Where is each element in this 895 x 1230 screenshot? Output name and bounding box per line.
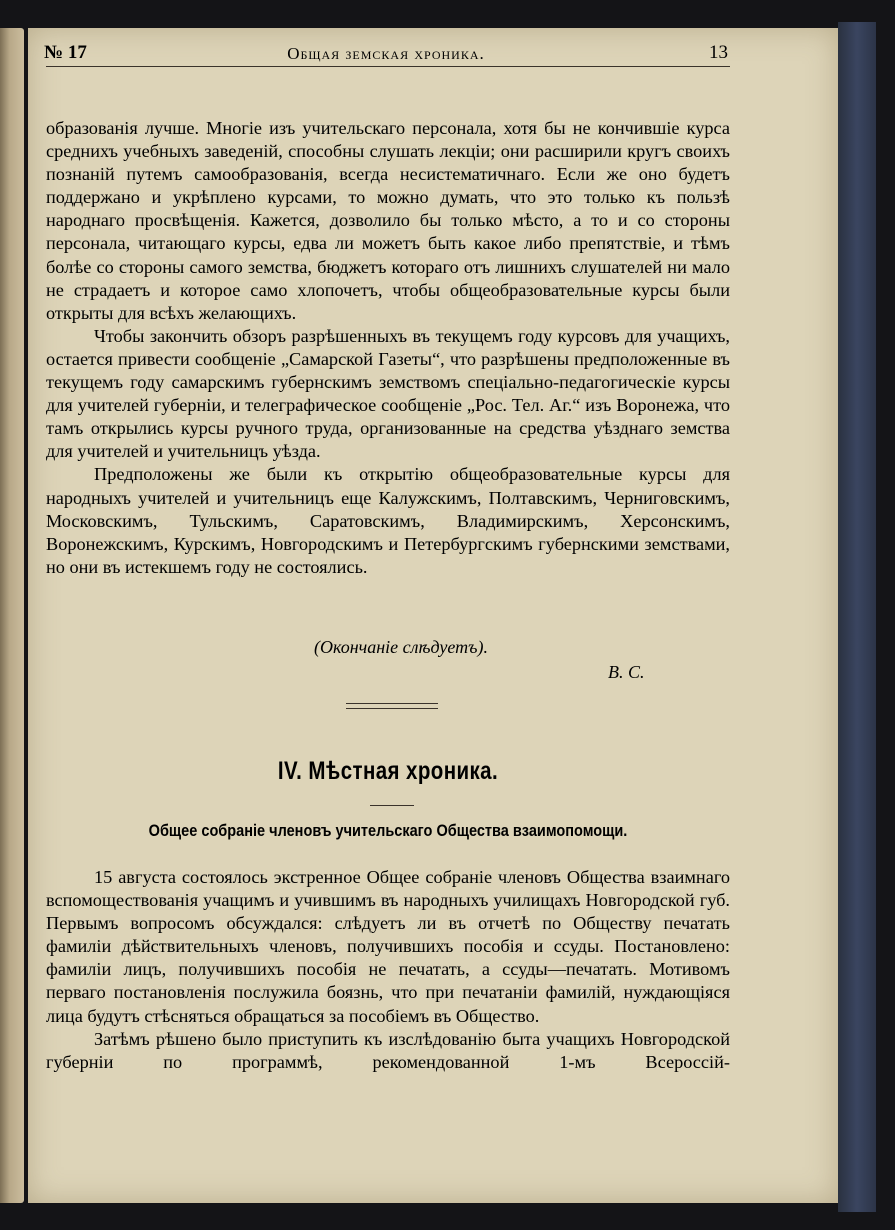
left-page-edge xyxy=(0,28,24,1203)
section-title: IV. Мѣстная хроника. xyxy=(277,757,499,785)
author-signature: В. С. xyxy=(608,662,645,682)
title-rule xyxy=(370,805,414,806)
continuation-note: (Окончаніе слѣдуетъ). xyxy=(314,637,488,657)
paragraph: Затѣмъ рѣшено было приступить къ изслѣдованію быта учащихъ Новгородской губерніи по программѣ, рекомендованной 1-мъ Всероссій- xyxy=(46,1028,730,1072)
paragraph: 15 августа состоялось экстренное Общее собраніе членовъ Общества взаимнаго вспомоществованія учащимъ и учившимъ въ народныхъ училищахъ Новгородской губ. Первымъ вопросомъ обсуждался: слѣдуетъ ли въ отчетѣ по Обществу печатать фамиліи дѣйствительныхъ членовъ, получившихъ пособія и ссуды. Постановлено: фамиліи лицъ, получившихъ пособія не печатать, а ссуды—печатать. Мотивомъ перваго постановленія послужила боязнь, что при печатаніи фамилій, нуждающіяся лица будутъ стѣсняться обращаться за пособіемъ въ Общество. xyxy=(46,867,730,1026)
section-divider xyxy=(346,703,438,709)
article-body xyxy=(46,866,730,1074)
issue-number: № 17 xyxy=(44,42,87,63)
paragraph: образованія лучше. Многіе изъ учительскаго персонала, хотя бы не кончившіе курса среднихъ учебныхъ заведеній, способны слушать лекціи; они расширили кругъ своихъ познаній путемъ самообразованія, всегда несистематичнаго. Если же оно будетъ поддержано и укрѣплено курсами, то можно думать, что это только къ пользѣ народнаго просвѣщенія. Кажется, дозволило бы только мѣсто, а то и со стороны персонала, читающаго курсы, едва ли можетъ быть какое либо препятствіе, и тѣмъ болѣе со стороны самого земства, бюджетъ котораго отъ лишнихъ слушателей ни мало не страдаетъ и которое само хлопочетъ, чтобы общеобразовательные курсы были открыты для всѣхъ желающихъ. xyxy=(46,118,730,323)
paragraph: Чтобы закончить обзоръ разрѣшенныхъ въ текущемъ году курсовъ для учащихъ, остается привести сообщеніе „Самарской Газеты“, что разрѣшены предположенные въ текущемъ году самарскимъ губернскимъ земствомъ спеціально-педагогическіе курсы для учителей губерніи, и телеграфическое сообщеніе „Рос. Тел. Аг.“ изъ Воронежа, что тамъ открылись курсы ручного труда, организованные на средства уѣзднаго земства для учителей и учительницъ уѣзда. xyxy=(46,325,730,462)
article-continuation xyxy=(46,117,730,579)
book-binding xyxy=(838,22,876,1212)
article-subtitle: Общее собраніе членовъ учительскаго Общества взаимопомощи. xyxy=(148,822,628,840)
running-title: Общая земская хроника. xyxy=(287,44,485,63)
header-rule xyxy=(46,66,730,67)
page-number: 13 xyxy=(709,42,728,63)
paragraph: Предположены же были къ открытію общеобразовательные курсы для народныхъ учителей и учительницъ еще Калужскимъ, Полтавскимъ, Черниговскимъ, Московскимъ, Тульскимъ, Саратовскимъ, Владимирскимъ, Херсонскимъ, Воронежскимъ, Курскимъ, Новгородскимъ и Петербургскимъ губернскими земствами, но они въ истекшемъ году не состоялись. xyxy=(46,464,730,577)
